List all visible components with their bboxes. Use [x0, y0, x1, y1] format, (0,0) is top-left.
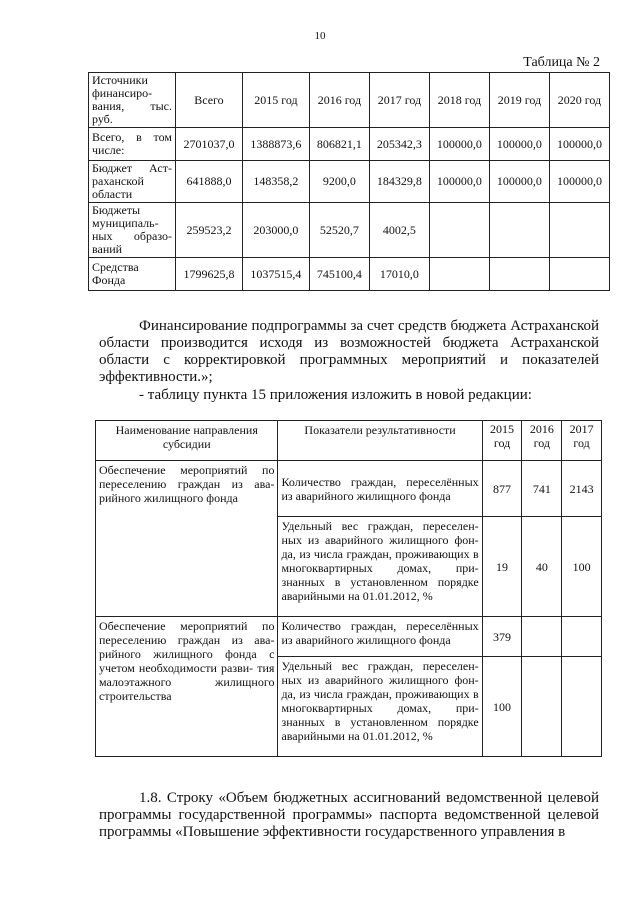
paragraph-section-1-8: 1.8. Строку «Объем бюджетных ассигнований ведомственной целевой программы государственной программы» паспорта ведомственной целевой программы «Повышение эффективности государственного управления в — [99, 790, 599, 840]
column-header: Источники финансиро- вания, тыс. руб. — [89, 73, 176, 128]
table-cell: 4002,5 — [369, 203, 429, 258]
value-cell — [522, 617, 562, 657]
column-header: 2017 год — [562, 421, 602, 461]
table-row — [89, 258, 610, 291]
paragraph-financing: Финансирование подпрограммы за счет средств бюджета Астраханской области производится исходя из возможностей бюджета Астраханской области с корректировкой программных мероприятий и показателей эффективности.»; — [99, 318, 599, 385]
table-cell — [489, 258, 549, 291]
table-cell: 100000,0 — [429, 128, 489, 161]
column-header: 2016 год — [522, 421, 562, 461]
table-cell — [549, 258, 609, 291]
value-cell: 741 — [522, 461, 562, 517]
column-header: 2016 год — [309, 73, 369, 128]
table-cell: 1037515,4 — [242, 258, 309, 291]
column-header: 2015 год — [482, 421, 522, 461]
table-cell — [429, 258, 489, 291]
column-header: Всего — [176, 73, 243, 128]
column-header: Наименование направления субсидии — [96, 421, 278, 461]
table-cell: 184329,8 — [369, 161, 429, 203]
table-cell: 205342,3 — [369, 128, 429, 161]
table-cell: 1799625,8 — [176, 258, 243, 291]
table-row — [89, 203, 610, 258]
column-header: 2019 год — [489, 73, 549, 128]
value-cell: 877 — [482, 461, 522, 517]
value-cell: 40 — [522, 517, 562, 617]
table-cell: 745100,4 — [309, 258, 369, 291]
indicators-table — [95, 420, 602, 757]
table-cell: 17010,0 — [369, 258, 429, 291]
funding-table — [88, 72, 610, 291]
column-header: Показатели результативности — [278, 421, 482, 461]
table-cell: 100000,0 — [429, 161, 489, 203]
column-header: 2015 год — [242, 73, 309, 128]
table-cell: 100000,0 — [549, 128, 609, 161]
column-header: 2018 год — [429, 73, 489, 128]
table-cell: 9200,0 — [309, 161, 369, 203]
table-cell: 52520,7 — [309, 203, 369, 258]
indicator-cell: Количество граждан, переселённых из аварийного жилищного фонда — [278, 461, 482, 517]
table-cell: Бюджеты муниципаль- ных образо- ваний — [89, 203, 176, 258]
direction-cell: Обеспечение мероприятий по переселению граждан из ава- рийного жилищного фонда — [96, 461, 278, 617]
page-number: 10 — [314, 30, 326, 42]
table-cell: 2701037,0 — [176, 128, 243, 161]
table-cell — [549, 203, 609, 258]
table-cell: 1388873,6 — [242, 128, 309, 161]
table-cell: 100000,0 — [549, 161, 609, 203]
value-cell — [562, 617, 602, 657]
table-cell: 259523,2 — [176, 203, 243, 258]
table-caption: Таблица № 2 — [523, 55, 600, 70]
value-cell — [522, 657, 562, 757]
table-cell — [429, 203, 489, 258]
table-row — [89, 128, 610, 161]
table-header-row — [89, 73, 610, 128]
indicator-cell: Количество граждан, переселённых из аварийного жилищного фонда — [278, 617, 482, 657]
table-cell: 148358,2 — [242, 161, 309, 203]
table-row — [96, 461, 602, 517]
value-cell: 100 — [482, 657, 522, 757]
column-header: 2017 год — [369, 73, 429, 128]
table-cell: Всего, в том числе: — [89, 128, 176, 161]
direction-cell: Обеспечение мероприятий по переселению граждан из ава- рийного жилищного фонда с учетом необходимости разви- тия малоэтажного жилищного строительства — [96, 617, 278, 757]
table-cell — [489, 203, 549, 258]
value-cell: 19 — [482, 517, 522, 617]
indicator-cell: Удельный вес граждан, переселен- ных из аварийного жилищного фон- да, из числа граждан, проживающих в многоквартирных домах, при- знанных в установленном порядке аварийными на 01.01.2012, % — [278, 657, 482, 757]
table-cell: Бюджет Аст- раханской области — [89, 161, 176, 203]
value-cell — [562, 657, 602, 757]
value-cell: 379 — [482, 617, 522, 657]
table-cell: 203000,0 — [242, 203, 309, 258]
table-cell: Средства Фонда — [89, 258, 176, 291]
table-header-row — [96, 421, 602, 461]
value-cell: 100 — [562, 517, 602, 617]
indicator-cell: Удельный вес граждан, переселен- ных из аварийного жилищного фон- да, из числа граждан, проживающих в многоквартирных домах, при- знанных в установленном порядке аварийными на 01.01.2012, % — [278, 517, 482, 617]
table-cell: 100000,0 — [489, 128, 549, 161]
paragraph-table-instruction: - таблицу пункта 15 приложения изложить в новой редакции: — [139, 387, 532, 403]
column-header: 2020 год — [549, 73, 609, 128]
table-row — [96, 617, 602, 657]
table-cell: 806821,1 — [309, 128, 369, 161]
table-row — [89, 161, 610, 203]
value-cell: 2143 — [562, 461, 602, 517]
table-cell: 100000,0 — [489, 161, 549, 203]
table-cell: 641888,0 — [176, 161, 243, 203]
